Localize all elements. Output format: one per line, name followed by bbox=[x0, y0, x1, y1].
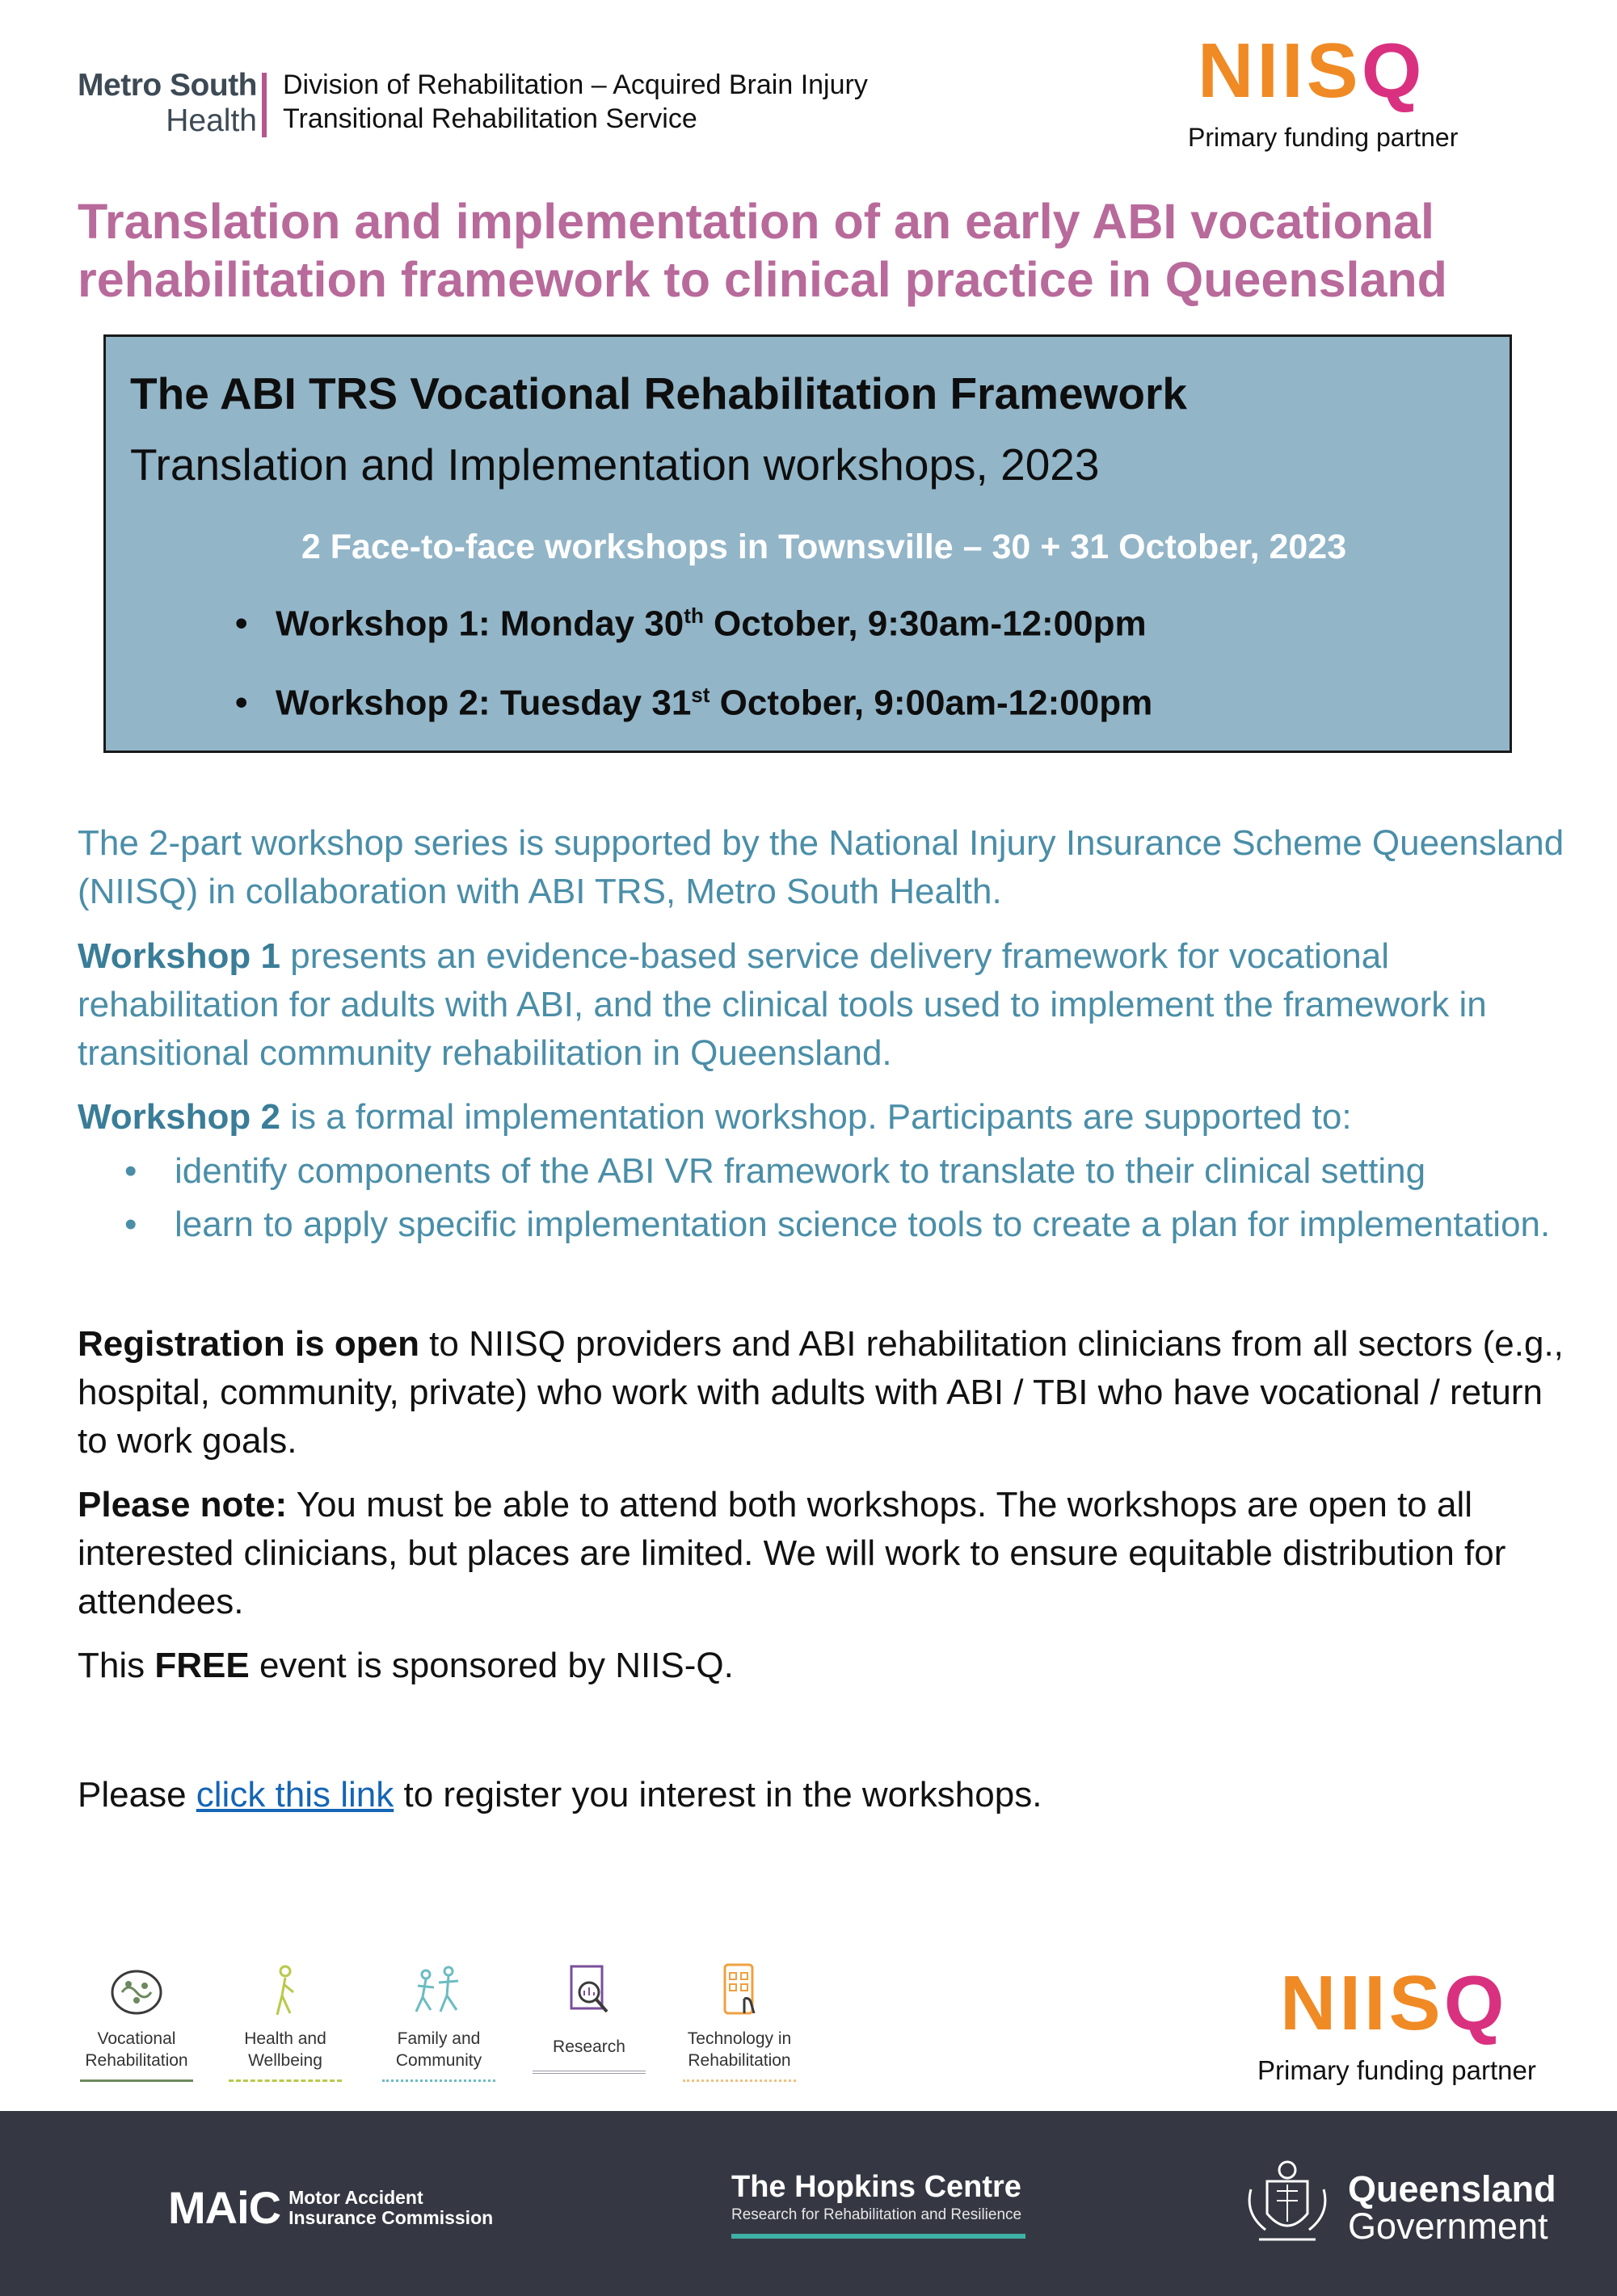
note-label: Please note: bbox=[78, 1485, 288, 1524]
workshop-2-paragraph bbox=[78, 1093, 1573, 1142]
register-paragraph bbox=[78, 1771, 1573, 1819]
workshop-1-item bbox=[235, 603, 1147, 645]
intro-paragraph: The 2-part workshop series is supported by the National Injury Insurance Scheme Queensland (NIISQ) in collaboration with ABI TRS, Metro South Health. bbox=[78, 823, 1564, 911]
list-item bbox=[124, 1201, 1573, 1249]
division-text bbox=[283, 68, 868, 136]
registration-label: Registration is open bbox=[78, 1324, 419, 1364]
registration-paragraph bbox=[78, 1320, 1573, 1465]
register-pre: Please bbox=[78, 1775, 196, 1815]
org-name-line1: Metro South bbox=[78, 68, 257, 103]
list-item bbox=[124, 1147, 1573, 1196]
icon-label bbox=[370, 2028, 507, 2071]
bullet-icon: • bbox=[235, 603, 248, 643]
niisq-logo-top bbox=[1198, 27, 1425, 114]
workshop-2-time: October, 9:00am-12:00pm bbox=[710, 683, 1153, 723]
icon-label-line2: Rehabilitation bbox=[688, 2051, 791, 2070]
logo-divider bbox=[262, 73, 267, 137]
icon-label-line2: Wellbeing bbox=[248, 2051, 322, 2070]
workshop-1-description: presents an evidence-based service delivery framework for vocational rehabilitation for adults with ABI, and the clinical tools used to implement the framework in transitional community rehabilitation in Queensland. bbox=[78, 936, 1487, 1073]
icon-underline bbox=[80, 2079, 193, 2082]
note-paragraph bbox=[78, 1481, 1573, 1626]
icon-underline bbox=[533, 2071, 646, 2074]
registration-text: to NIISQ providers and ABI rehabilitation clinicians from all sectors (e.g., hospital, community, private) who work with adults with ABI / TBI who have vocational / return to work goals. bbox=[78, 1324, 1564, 1461]
hopkins-subtitle: Research for Rehabilitation and Resilience bbox=[731, 2206, 1022, 2223]
list-item-text: identify components of the ABI VR framework to translate to their clinical setting bbox=[175, 1151, 1426, 1191]
hopkins-underline bbox=[731, 2234, 1025, 2239]
niisq-logo-bottom bbox=[1280, 1960, 1508, 2046]
family-community-icon bbox=[406, 1963, 471, 2020]
icon-label bbox=[520, 2036, 658, 2058]
hopkins-centre-logo bbox=[731, 2170, 1025, 2239]
maic-wordmark: MAiC bbox=[168, 2182, 281, 2233]
note-text: You must be able to attend both workshops. The workshops are open to all interested clinicians, but places are limited. We will work to ensure equitable distribution for attendees. bbox=[78, 1485, 1506, 1621]
icon-label-line1: Family and bbox=[397, 2029, 481, 2048]
workshop-1-label: Workshop 1 bbox=[78, 936, 281, 976]
technology-rehabilitation-badge bbox=[671, 1963, 808, 2082]
workshop-1-time: October, 9:30am-12:00pm bbox=[703, 603, 1147, 644]
icon-label-line2: Community bbox=[395, 2051, 482, 2070]
health-wellbeing-badge bbox=[217, 1963, 354, 2082]
bullet-icon: • bbox=[124, 1151, 137, 1191]
workshop-2-text: Workshop 2: Tuesday 31 bbox=[276, 683, 692, 723]
workshop-1-suffix: th bbox=[684, 603, 704, 628]
register-post: to register you interest in the workshops. bbox=[394, 1775, 1042, 1815]
free-label: FREE bbox=[154, 1646, 250, 1685]
icon-label bbox=[68, 2028, 205, 2071]
event-summary: 2 Face-to-face workshops in Townsville – 30 + 31 October, 2023 bbox=[301, 528, 1347, 566]
workshop-1-paragraph bbox=[78, 932, 1573, 1078]
health-wellbeing-icon bbox=[253, 1963, 318, 2020]
workshop-1-text: Workshop 1: Monday 30 bbox=[276, 603, 684, 644]
icon-label-line1: Health and bbox=[244, 2029, 326, 2048]
maic-name-line2: Insurance Commission bbox=[288, 2206, 494, 2228]
niisq-logo-letters: NIIS bbox=[1198, 27, 1362, 114]
bullet-icon: • bbox=[124, 1205, 137, 1244]
maic-name-line1: Motor Accident bbox=[288, 2186, 423, 2208]
workshop-2-label: Workshop 2 bbox=[78, 1097, 281, 1137]
maic-logo bbox=[168, 2181, 493, 2234]
icon-label-line1: Research bbox=[553, 2037, 625, 2056]
vocational-rehabilitation-icon bbox=[104, 1963, 169, 2020]
bullet-icon: • bbox=[235, 683, 248, 722]
niisq-logo-q: Q bbox=[1361, 27, 1425, 114]
box-heading: The ABI TRS Vocational Rehabilitation Framework bbox=[130, 368, 1187, 418]
icon-underline bbox=[683, 2079, 796, 2082]
register-link[interactable]: click this link bbox=[196, 1775, 394, 1815]
icon-underline bbox=[382, 2079, 495, 2082]
research-badge bbox=[520, 1963, 658, 2074]
icon-underline bbox=[229, 2079, 342, 2082]
division-line2: Transitional Rehabilitation Service bbox=[283, 103, 697, 134]
queensland-crest-icon bbox=[1235, 2149, 1340, 2254]
icon-label-line1: Technology in bbox=[687, 2029, 792, 2048]
maic-name bbox=[288, 2188, 493, 2228]
division-line1: Division of Rehabilitation – Acquired Brain Injury bbox=[283, 69, 868, 100]
page-title: Translation and implementation of an early ABI vocational rehabilitation framework to clinical practice in Queensland bbox=[78, 194, 1447, 307]
free-event-paragraph bbox=[78, 1642, 1573, 1690]
metro-south-health-logo bbox=[76, 68, 267, 141]
icon-label-line2: Rehabilitation bbox=[85, 2051, 188, 2070]
vocational-rehabilitation-badge bbox=[68, 1963, 205, 2082]
workshop-2-item bbox=[235, 683, 1153, 724]
box-subheading: Translation and Implementation workshops, 2023 bbox=[130, 439, 1100, 490]
qld-line1: Queensland bbox=[1348, 2168, 1556, 2210]
niisq-tagline-bottom: Primary funding partner bbox=[1257, 2055, 1536, 2085]
niisq-tagline-top: Primary funding partner bbox=[1188, 123, 1459, 152]
hopkins-title: The Hopkins Centre bbox=[731, 2170, 1021, 2204]
family-community-badge bbox=[370, 1963, 507, 2082]
event-info-box bbox=[103, 334, 1512, 753]
icon-label-line1: Vocational bbox=[97, 2029, 176, 2048]
icon-label bbox=[217, 2028, 354, 2071]
research-icon bbox=[557, 1963, 621, 2020]
niisq-logo-q: Q bbox=[1443, 1960, 1508, 2046]
icon-label bbox=[671, 2028, 808, 2071]
free-pre: This bbox=[78, 1646, 155, 1685]
list-item-text: learn to apply specific implementation science tools to create a plan for implementation. bbox=[175, 1205, 1551, 1244]
workshop-2-description: is a formal implementation workshop. Participants are supported to: bbox=[280, 1097, 1352, 1137]
qld-line2: Government bbox=[1348, 2206, 1548, 2247]
free-post: event is sponsored by NIIS-Q. bbox=[249, 1646, 734, 1685]
technology-rehabilitation-icon bbox=[707, 1963, 772, 2020]
workshop-2-suffix: st bbox=[691, 683, 710, 707]
niisq-logo-letters: NIIS bbox=[1280, 1960, 1444, 2046]
org-name-line2: Health bbox=[166, 103, 257, 138]
